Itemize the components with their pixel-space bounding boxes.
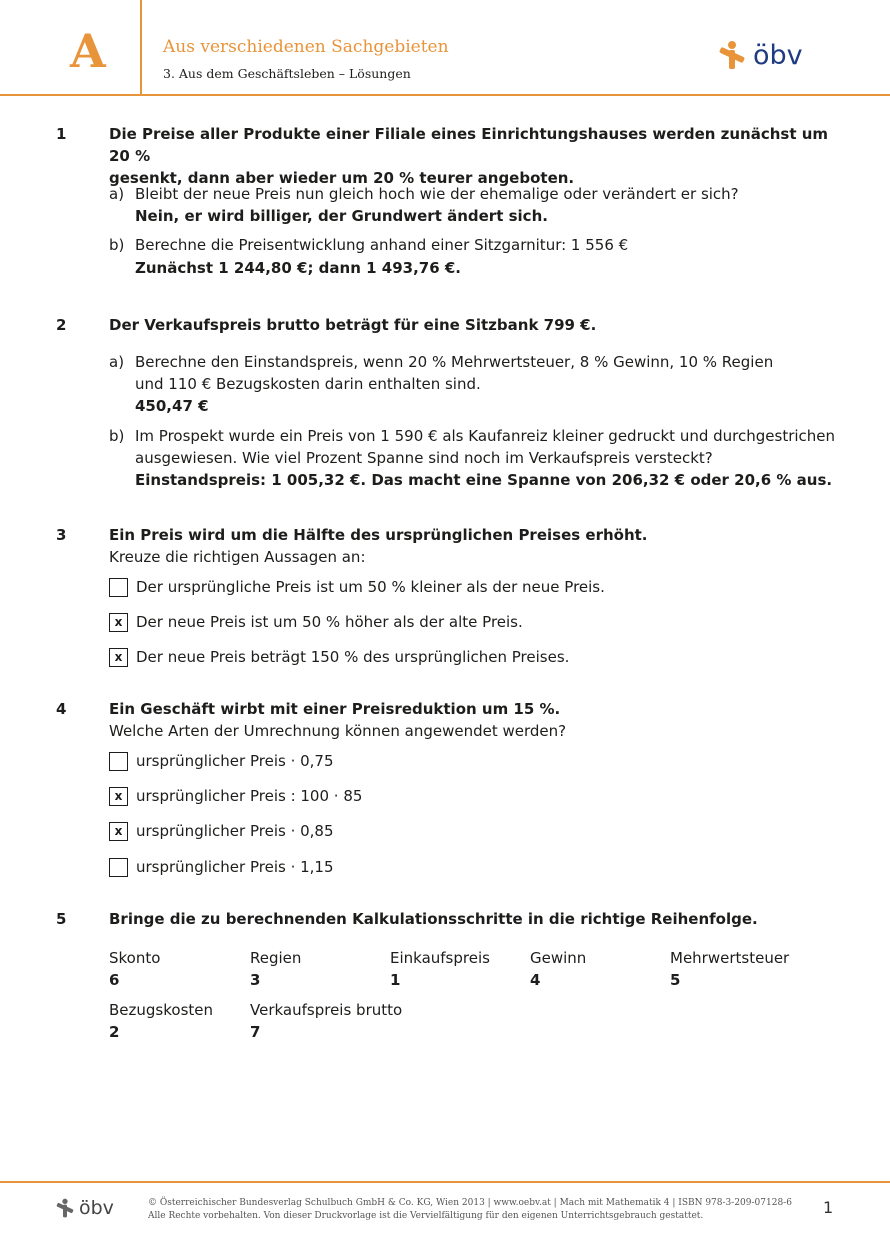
subtask-answer: Einstandspreis: 1 005,32 €. Das macht eine Spanne von 206,32 € oder 20,6 % aus. bbox=[135, 471, 833, 489]
subtask-label: b) bbox=[109, 427, 125, 445]
calc-step-label: Mehrwertsteuer bbox=[670, 949, 790, 967]
subtask-answer: Zunächst 1 244,80 €; dann 1 493,76 €. bbox=[135, 259, 462, 277]
task-heading: Ein Preis wird um die Hälfte des ursprünglichen Preises erhöht. bbox=[109, 526, 648, 544]
checkbox-label: Der neue Preis ist um 50 % höher als der alte Preis. bbox=[136, 613, 523, 631]
publisher-logo bbox=[717, 40, 803, 70]
task-heading bbox=[109, 123, 839, 189]
calc-step-label: Gewinn bbox=[530, 949, 587, 967]
publisher-logo-text: öbv bbox=[753, 39, 803, 71]
task-instruction: Kreuze die richtigen Aussagen an: bbox=[109, 548, 366, 566]
subtask-question: Berechne die Preisentwicklung anhand einer Sitzgarnitur: 1 556 € bbox=[135, 236, 629, 254]
checkbox-option[interactable] bbox=[109, 856, 334, 878]
task-instruction: Welche Arten der Umrechnung können angewendet werden? bbox=[109, 722, 567, 740]
checkbox-option[interactable] bbox=[109, 785, 362, 807]
calc-step-order: 7 bbox=[250, 1023, 261, 1041]
calc-step-order: 5 bbox=[670, 971, 681, 989]
task-heading: Bringe die zu berechnenden Kalkulationsschritte in die richtige Reihenfolge. bbox=[109, 910, 758, 928]
calc-step-label: Bezugskosten bbox=[109, 1001, 213, 1019]
footer-divider bbox=[0, 1181, 890, 1183]
obv-star-icon bbox=[717, 40, 747, 70]
checkbox-option[interactable] bbox=[109, 750, 334, 772]
calc-step-order: 1 bbox=[390, 971, 401, 989]
checkbox[interactable]: x bbox=[109, 613, 128, 632]
checkbox-option[interactable] bbox=[109, 820, 334, 842]
checkbox[interactable]: x bbox=[109, 648, 128, 667]
checkbox-label: Der neue Preis beträgt 150 % des ursprünglichen Preises. bbox=[136, 648, 570, 666]
task-heading-line: gesenkt, dann aber wieder um 20 % teurer angeboten. bbox=[109, 169, 575, 187]
checkbox-label: ursprünglicher Preis : 100 · 85 bbox=[136, 787, 363, 805]
calc-step-label: Einkaufspreis bbox=[390, 949, 490, 967]
calc-step-label: Skonto bbox=[109, 949, 161, 967]
task-heading: Ein Geschäft wirbt mit einer Preisreduktion um 15 %. bbox=[109, 700, 561, 718]
subtask-label: a) bbox=[109, 185, 125, 203]
checkbox-option[interactable] bbox=[109, 611, 523, 633]
chapter-title: Aus verschiedenen Sachgebieten bbox=[163, 37, 449, 57]
subtask-label: b) bbox=[109, 236, 125, 254]
checkbox-option[interactable] bbox=[109, 576, 605, 598]
checkbox-label: ursprünglicher Preis · 0,85 bbox=[136, 822, 334, 840]
subtask-answer: 450,47 € bbox=[135, 397, 209, 415]
calc-step-order: 6 bbox=[109, 971, 120, 989]
calc-step-label: Verkaufspreis brutto bbox=[250, 1001, 403, 1019]
copyright-line: © Österreichischer Bundesverlag Schulbuch GmbH & Co. KG, Wien 2013 | www.oebv.at | Mach mit Mathematik 4 | ISBN 978-3-209-07128-6 bbox=[148, 1198, 792, 1208]
subtask-question: Berechne den Einstandspreis, wenn 20 % Mehrwertsteuer, 8 % Gewinn, 10 % Regien bbox=[135, 353, 774, 371]
checkbox[interactable] bbox=[109, 752, 128, 771]
footer-logo-text: öbv bbox=[79, 1196, 114, 1219]
page-number: 1 bbox=[823, 1198, 834, 1217]
task-number: 5 bbox=[56, 910, 67, 928]
task-number: 2 bbox=[56, 316, 67, 334]
task-number: 4 bbox=[56, 700, 67, 718]
checkbox-option[interactable] bbox=[109, 646, 569, 668]
checkbox[interactable]: x bbox=[109, 822, 128, 841]
calc-step-order: 2 bbox=[109, 1023, 120, 1041]
header-divider bbox=[0, 94, 890, 96]
calc-step-order: 3 bbox=[250, 971, 261, 989]
subtask-label: a) bbox=[109, 353, 125, 371]
task-heading: Der Verkaufspreis brutto beträgt für eine Sitzbank 799 €. bbox=[109, 316, 597, 334]
chapter-subtitle: 3. Aus dem Geschäftsleben – Lösungen bbox=[163, 66, 411, 81]
obv-star-icon bbox=[55, 1198, 75, 1218]
checkbox[interactable] bbox=[109, 858, 128, 877]
checkbox-label: ursprünglicher Preis · 1,15 bbox=[136, 858, 334, 876]
chapter-letter: A bbox=[70, 24, 106, 78]
task-heading-line: Die Preise aller Produkte einer Filiale eines Einrichtungshauses werden zunächst um 20 % bbox=[109, 125, 829, 165]
checkbox-label: Der ursprüngliche Preis ist um 50 % kleiner als der neue Preis. bbox=[136, 578, 605, 596]
checkbox-label: ursprünglicher Preis · 0,75 bbox=[136, 752, 334, 770]
header-divider-vertical bbox=[140, 0, 142, 95]
subtask-answer: Nein, er wird billiger, der Grundwert ändert sich. bbox=[135, 207, 548, 225]
subtask-question: und 110 € Bezugskosten darin enthalten sind. bbox=[135, 375, 481, 393]
checkbox[interactable]: x bbox=[109, 787, 128, 806]
footer-logo bbox=[55, 1198, 114, 1218]
subtask-question: Bleibt der neue Preis nun gleich hoch wie der ehemalige oder verändert er sich? bbox=[135, 185, 739, 203]
subtask-question: Im Prospekt wurde ein Preis von 1 590 € als Kaufanreiz kleiner gedruckt und durchgestrichen bbox=[135, 427, 836, 445]
rights-line: Alle Rechte vorbehalten. Von dieser Druckvorlage ist die Vervielfältigung für den eigenen Unterrichtsgebrauch gestattet. bbox=[148, 1211, 704, 1221]
calc-step-order: 4 bbox=[530, 971, 541, 989]
checkbox[interactable] bbox=[109, 578, 128, 597]
calc-step-label: Regien bbox=[250, 949, 302, 967]
task-number: 1 bbox=[56, 125, 67, 143]
subtask-question: ausgewiesen. Wie viel Prozent Spanne sind noch im Verkaufspreis versteckt? bbox=[135, 449, 713, 467]
task-number: 3 bbox=[56, 526, 67, 544]
